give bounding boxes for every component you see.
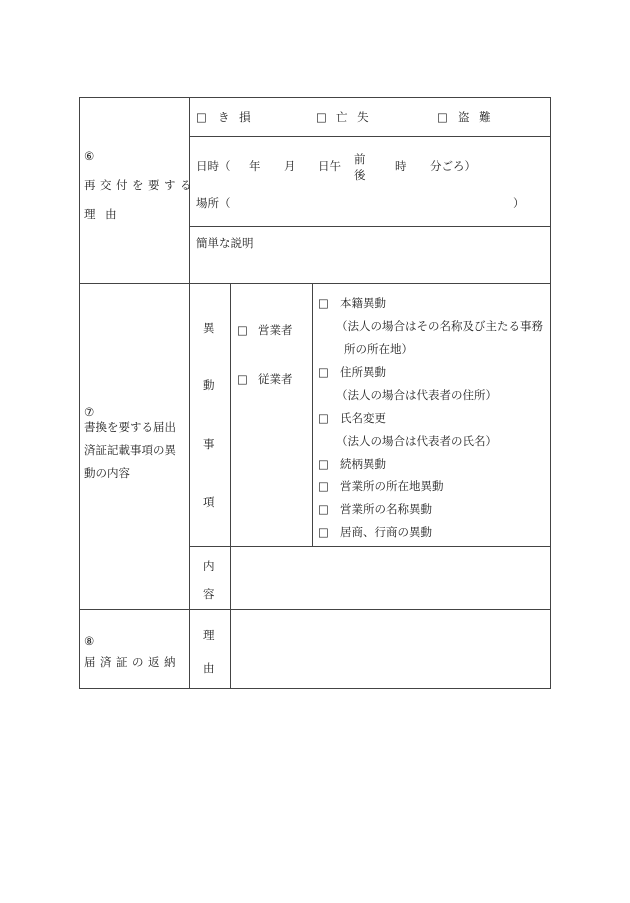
section6-label: 再交付を要する bbox=[84, 178, 196, 192]
section7-char-divider bbox=[230, 283, 231, 610]
table-border-right bbox=[550, 97, 551, 689]
table-border-top bbox=[79, 97, 551, 98]
idou-char-4: 項 bbox=[203, 495, 215, 509]
datetime-month: 月 bbox=[284, 159, 296, 173]
section8-number: ⑧ bbox=[84, 634, 95, 648]
idou-char-2: 動 bbox=[203, 378, 215, 392]
section7-person-divider bbox=[312, 283, 313, 546]
idou-char-1: 異 bbox=[203, 321, 215, 335]
datetime-day-noon: 日午 bbox=[318, 159, 341, 173]
section6-label-reason: 理 由 bbox=[84, 207, 120, 221]
datetime-pm: 後 bbox=[354, 168, 366, 182]
note-domicile-change-1: （法人の場合はその名称及び主たる事務 bbox=[336, 319, 543, 333]
section7-naiyo-line bbox=[189, 546, 551, 547]
label-business-operator: 営業者 bbox=[258, 323, 293, 337]
checkbox-theft[interactable]: □ bbox=[437, 110, 448, 124]
datetime-hour: 時 bbox=[395, 159, 407, 173]
label-trade-change: 居商、行商の異動 bbox=[340, 525, 432, 539]
section6-number: ⑥ bbox=[84, 149, 95, 163]
section7-label-line-3: 動の内容 bbox=[84, 466, 130, 480]
section-divider-7-8 bbox=[79, 609, 551, 610]
checkbox-business-operator[interactable]: □ bbox=[237, 323, 248, 337]
place-suffix: ） bbox=[513, 196, 525, 210]
checkbox-lost[interactable]: □ bbox=[316, 110, 327, 124]
checkbox-office-location-change[interactable]: □ bbox=[318, 479, 329, 493]
note-name-change: （法人の場合は代表者の氏名） bbox=[336, 434, 497, 448]
place-prefix: 場所（ bbox=[196, 196, 231, 210]
label-lost: 亡 失 bbox=[336, 110, 372, 124]
datetime-minute: 分ごろ） bbox=[430, 159, 476, 173]
section7-label-divider bbox=[189, 283, 190, 610]
datetime-year: 年 bbox=[249, 159, 261, 173]
checkbox-trade-change[interactable]: □ bbox=[318, 525, 329, 539]
section8-label-divider bbox=[189, 609, 190, 689]
section7-label-line-1: 書換を要する届出 bbox=[84, 420, 176, 434]
idou-char-3: 事 bbox=[203, 437, 215, 451]
datetime-prefix: 日時（ bbox=[196, 159, 231, 173]
section7-number: ⑦ bbox=[84, 405, 95, 419]
checkbox-office-name-change[interactable]: □ bbox=[318, 502, 329, 516]
label-theft: 盗 難 bbox=[458, 110, 494, 124]
label-domicile-change: 本籍異動 bbox=[340, 296, 386, 310]
table-border-left bbox=[79, 97, 80, 689]
note-domicile-change-2: 所の所在地） bbox=[344, 342, 413, 356]
checkbox-damage[interactable]: □ bbox=[196, 110, 207, 124]
section6-row-line-2 bbox=[189, 226, 551, 227]
label-address-change: 住所異動 bbox=[340, 365, 386, 379]
section8-label: 届済証の返納 bbox=[84, 655, 180, 669]
brief-explanation-label: 簡単な説明 bbox=[196, 236, 254, 250]
checkbox-relationship-change[interactable]: □ bbox=[318, 457, 329, 471]
label-damage: き 損 bbox=[218, 110, 254, 124]
label-office-name-change: 営業所の名称異動 bbox=[340, 502, 432, 516]
label-relationship-change: 続柄異動 bbox=[340, 457, 386, 471]
note-address-change: （法人の場合は代表者の住所） bbox=[336, 388, 497, 402]
datetime-am: 前 bbox=[354, 152, 366, 166]
section-divider-6-7 bbox=[79, 283, 551, 284]
section7-label-line-2: 済証記載事項の異 bbox=[84, 443, 176, 457]
checkbox-name-change[interactable]: □ bbox=[318, 411, 329, 425]
section6-row-line-1 bbox=[189, 136, 551, 137]
table-border-bottom bbox=[79, 688, 551, 689]
checkbox-employee[interactable]: □ bbox=[237, 372, 248, 386]
naiyo-char-2: 容 bbox=[203, 587, 215, 601]
label-office-location-change: 営業所の所在地異動 bbox=[340, 479, 444, 493]
riyu-char-1: 理 bbox=[203, 628, 215, 642]
riyu-char-2: 由 bbox=[203, 661, 215, 675]
section8-char-divider bbox=[230, 609, 231, 689]
label-employee: 従業者 bbox=[258, 372, 293, 386]
checkbox-domicile-change[interactable]: □ bbox=[318, 296, 329, 310]
checkbox-address-change[interactable]: □ bbox=[318, 365, 329, 379]
label-name-change: 氏名変更 bbox=[340, 411, 386, 425]
naiyo-char-1: 内 bbox=[203, 559, 215, 573]
